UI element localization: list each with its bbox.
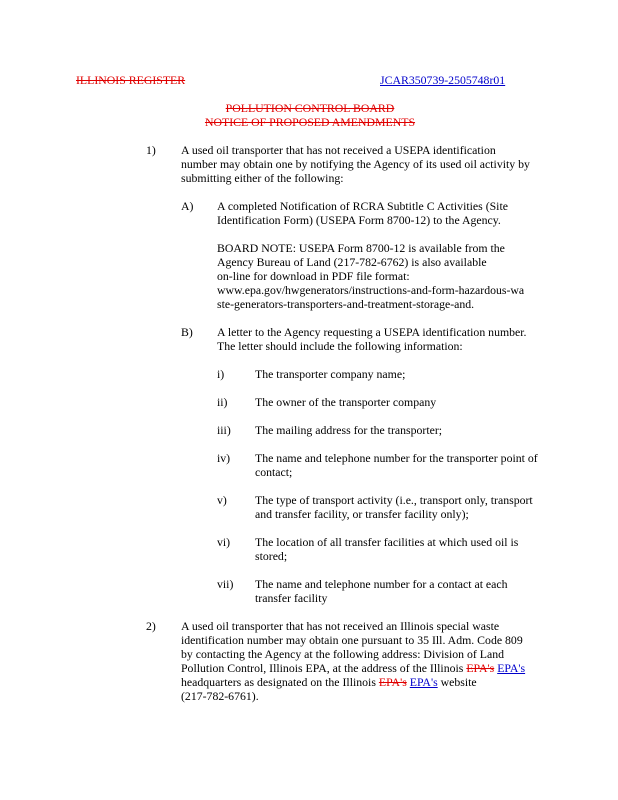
register-header: ILLINOIS REGISTER xyxy=(76,73,186,87)
board-note-line: Agency Bureau of Land (217-782-6762) is also available xyxy=(217,255,487,269)
roman-item-text: The name and telephone number for the transporter point of xyxy=(255,451,538,465)
roman-item-text: transfer facility xyxy=(255,591,328,605)
roman-label: ii) xyxy=(217,395,228,409)
deleted-text: EPA's xyxy=(378,675,407,689)
jcar-code: JCAR350739-2505748r01 xyxy=(380,73,506,87)
board-note-line: BOARD NOTE: USEPA Form 8700-12 is available from the xyxy=(217,241,505,255)
item-2-line: identification number may obtain one pursuant to 35 Ill. Adm. Code 809 xyxy=(181,633,523,647)
item-2-line-text: Pollution Control, Illinois EPA, at the address of the Illinois xyxy=(181,661,464,675)
item-2-line xyxy=(181,661,525,675)
inserted-text: EPA's xyxy=(409,675,438,689)
item-1-line: number may obtain one by notifying the Agency of its used oil activity by xyxy=(181,157,530,171)
subitem-b-label: B) xyxy=(181,325,193,339)
item-2-line-text: headquarters as designated on the Illinois xyxy=(181,675,376,689)
roman-item-text: The name and telephone number for a contact at each xyxy=(255,577,508,591)
roman-item-text: The transporter company name; xyxy=(255,367,406,381)
subitem-b-line: A letter to the Agency requesting a USEPA identification number. xyxy=(217,325,527,339)
subitem-b-line: The letter should include the following information: xyxy=(217,339,463,353)
inserted-text: EPA's xyxy=(497,661,526,675)
board-note-line: on-line for download in PDF file format: xyxy=(217,269,410,283)
roman-item-text: The type of transport activity (i.e., transport only, transport xyxy=(255,493,533,507)
roman-item-text: and transfer facility, or transfer facility only); xyxy=(255,507,469,521)
item-2-line: A used oil transporter that has not received an Illinois special waste xyxy=(181,619,500,633)
subitem-a-line: A completed Notification of RCRA Subtitle C Activities (Site xyxy=(217,199,508,213)
roman-label: iii) xyxy=(217,423,231,437)
item-2-line: (217-782-6761). xyxy=(181,689,259,703)
roman-item-text: The mailing address for the transporter; xyxy=(255,423,443,437)
roman-item-text: contact; xyxy=(255,465,293,479)
item-1-line: submitting either of the following: xyxy=(181,171,344,185)
item-2-line xyxy=(181,675,477,689)
deleted-text: EPA's xyxy=(466,661,495,675)
board-title: POLLUTION CONTROL BOARD xyxy=(225,101,395,115)
roman-label: vii) xyxy=(217,577,234,591)
subitem-a-label: A) xyxy=(181,199,194,213)
roman-label: i) xyxy=(217,367,225,381)
item-1-line: A used oil transporter that has not received a USEPA identification xyxy=(181,143,496,157)
roman-label: v) xyxy=(217,493,227,507)
roman-label: vi) xyxy=(217,535,231,549)
subitem-a-line: Identification Form) (USEPA Form 8700-12) to the Agency. xyxy=(217,213,501,227)
board-note-url: www.epa.gov/hwgenerators/instructions-and-form-hazardous-wa xyxy=(217,283,525,297)
website-text: website xyxy=(440,675,477,689)
item-2-line: by contacting the Agency at the following address: Division of Land xyxy=(181,647,505,661)
item-1-number: 1) xyxy=(146,143,156,157)
roman-item-text: The location of all transfer facilities at which used oil is xyxy=(255,535,519,549)
roman-item-text: The owner of the transporter company xyxy=(255,395,437,409)
board-note-url: ste-generators-transporters-and-treatment-storage-and. xyxy=(217,297,475,311)
item-2-number: 2) xyxy=(146,619,156,633)
roman-label: iv) xyxy=(217,451,231,465)
roman-item-text: stored; xyxy=(255,549,288,563)
notice-title: NOTICE OF PROPOSED AMENDMENTS xyxy=(204,115,416,129)
